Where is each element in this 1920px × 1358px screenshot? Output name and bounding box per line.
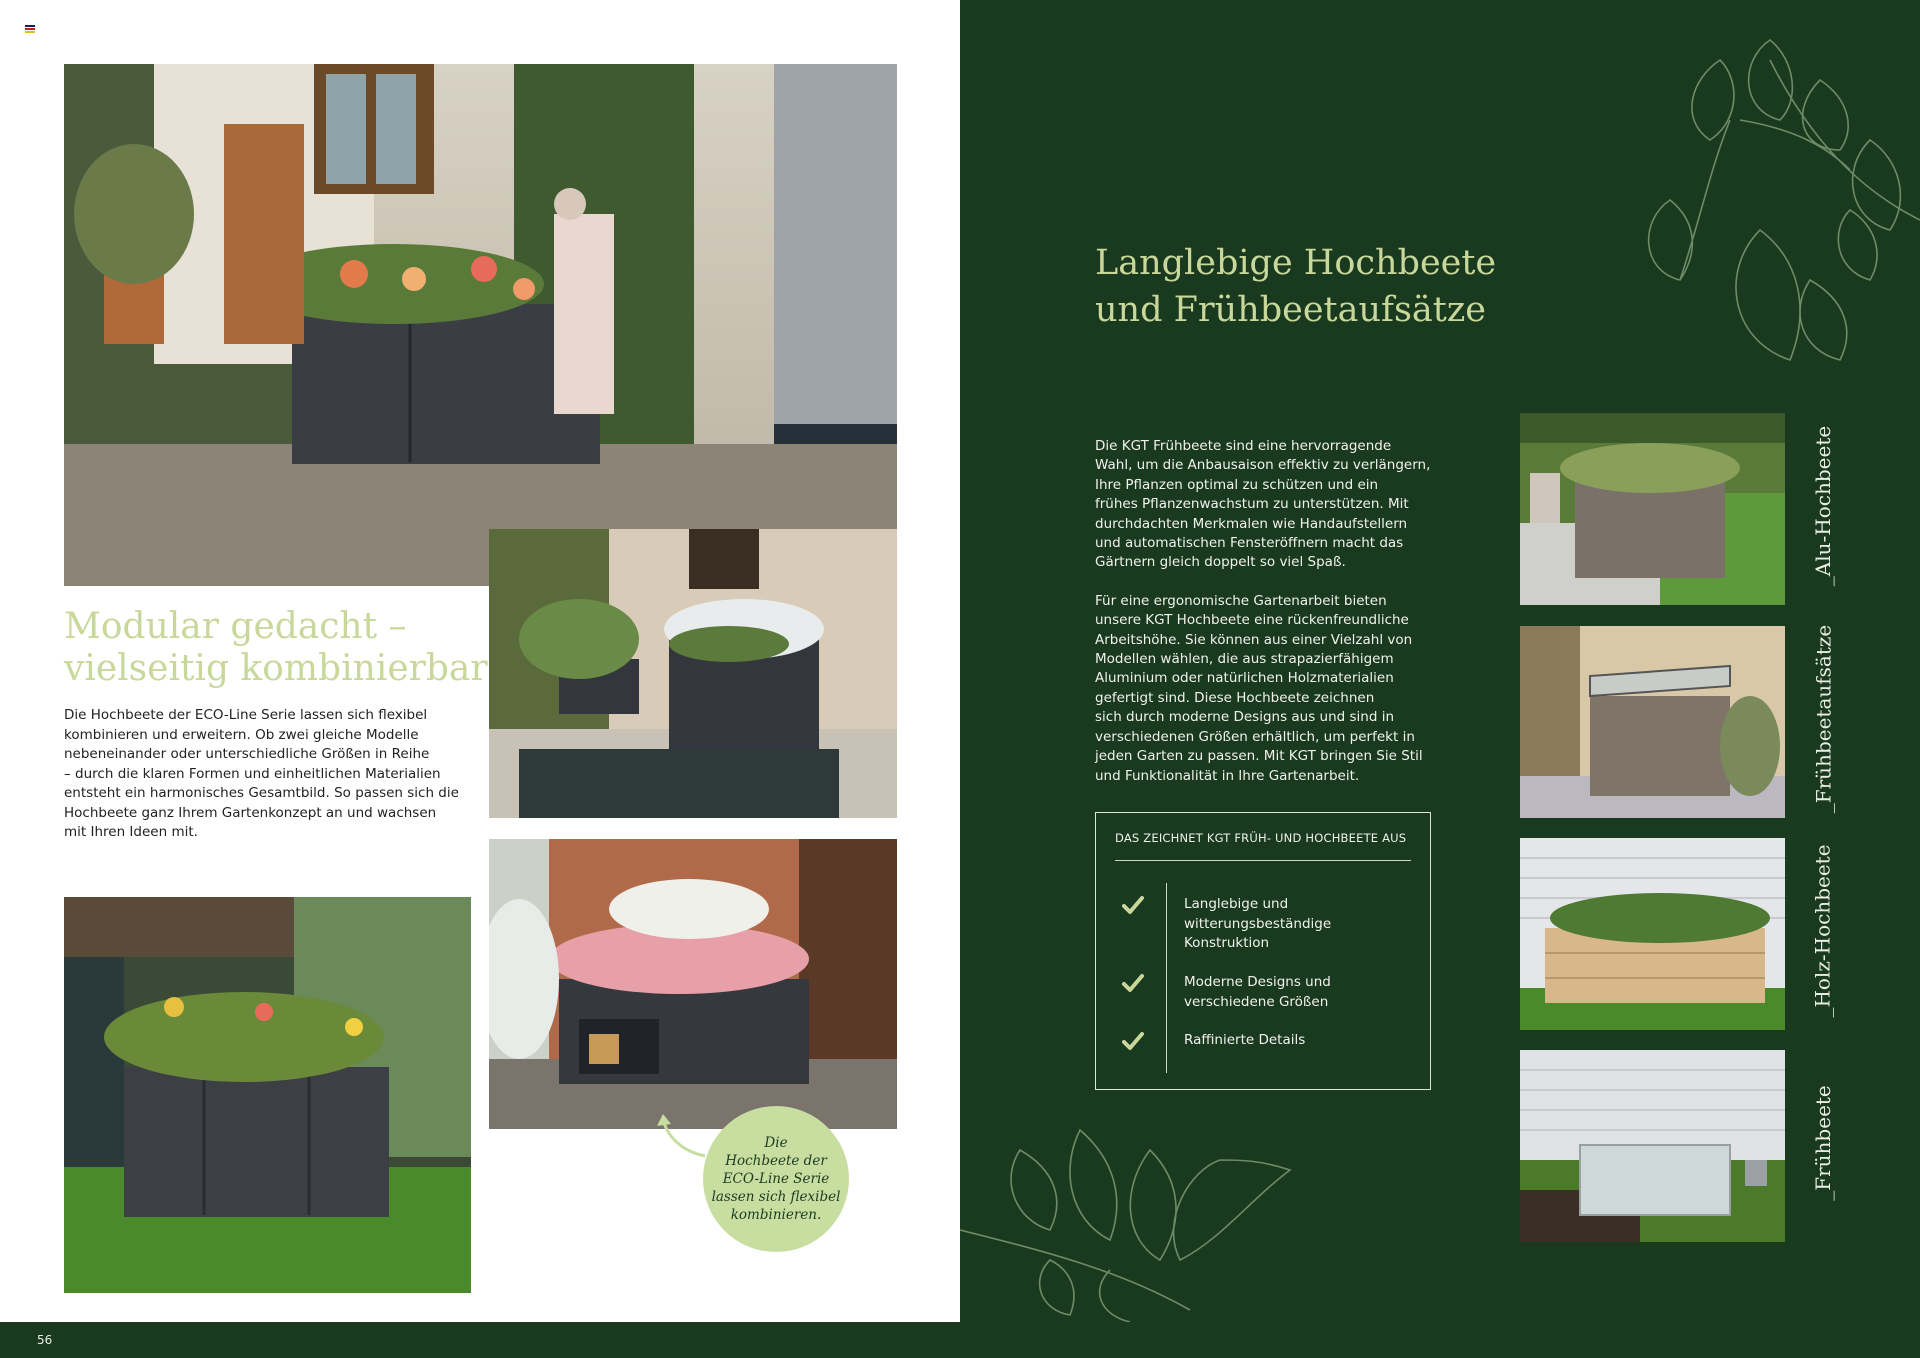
bubble-line: kombinieren. — [730, 1207, 822, 1223]
body-line: jeden Garten zu passen. Mit KGT bringen Sie Stil — [1095, 748, 1423, 765]
feature-line: Konstruktion — [1184, 935, 1270, 951]
thumbnail-fruehbeetaufsatz — [1520, 626, 1785, 818]
body-line: Die KGT Frühbeete sind eine hervorragende — [1095, 438, 1392, 454]
check-icon — [1122, 1031, 1144, 1051]
feature-line: verschiedene Größen — [1184, 993, 1329, 1010]
feature-line: Moderne Designs und — [1184, 974, 1331, 990]
side-label-text: _Holz-Hochbeete — [1811, 844, 1835, 1018]
side-label-text: _Alu-Hochbeete — [1811, 425, 1836, 587]
feature-line: witterungsbeständige — [1184, 915, 1332, 932]
left-heading-line: Modular gedacht – — [64, 606, 407, 647]
body-line: sich durch moderne Designs aus und sind in — [1095, 709, 1395, 726]
body-line: Hochbeete ganz Ihrem Gartenkonzept an und wachsen — [64, 804, 437, 821]
body-line: gefertigt sind. Diese Hochbeete zeichnen — [1095, 689, 1375, 706]
footer-bar — [0, 1322, 1920, 1358]
body-line: Gärtnern gleich doppelt so viel Spaß. — [1095, 554, 1346, 571]
side-label-holz-hochbeete — [1808, 835, 1838, 1027]
body-line: und automatischen Fensteröffnern macht das — [1095, 535, 1404, 552]
photo-planter-lawn — [64, 897, 471, 1293]
body-line: Ihre Pflanzen optimal zu schützen und ein — [1095, 476, 1379, 493]
body-line: frühes Pflanzenwachstum zu unterstützen. Mit — [1095, 496, 1409, 513]
body-line: Arbeitshöhe. Sie können aus einer Vielzahl von — [1095, 631, 1413, 648]
right-heading-line: und Frühbeetaufsätze — [1095, 290, 1487, 330]
body-line: durchdachten Merkmalen wie Handaufstellern — [1095, 515, 1408, 532]
left-heading — [64, 606, 488, 690]
body-line: entsteht ein harmonisches Gesamtbild. So passen sich die — [64, 785, 459, 801]
bubble-line: Hochbeete der — [725, 1153, 827, 1169]
paragraph-2 — [1095, 592, 1435, 786]
feature-box-title: DAS ZEICHNET KGT FRÜH- UND HOCHBEETE AUS — [1115, 831, 1407, 845]
photo-planter-white-flowers — [489, 529, 897, 818]
body-line: Die Hochbeete der ECO-Line Serie lassen sich flexibel — [64, 707, 428, 723]
flag-icon — [25, 25, 35, 33]
bubble-line: Die — [764, 1135, 788, 1151]
body-line: Aluminium oder natürlichen Holzmaterialien — [1095, 670, 1394, 687]
bubble-line: ECO-Line Serie — [722, 1171, 830, 1187]
right-heading-line: Langlebige Hochbeete — [1095, 243, 1497, 283]
feature-line: Raffinierte Details — [1184, 1032, 1306, 1048]
side-label-text: _Frühbeetaufsätze — [1811, 624, 1836, 814]
side-label-fruehbeetaufsaetze — [1808, 623, 1838, 815]
body-line: – durch die klaren Formen und einheitlichen Materialien — [64, 765, 441, 782]
body-line: und Funktionalität in Ihre Gartenarbeit. — [1095, 767, 1360, 784]
body-line: Für eine ergonomische Gartenarbeit bieten — [1095, 592, 1387, 609]
body-line: mit Ihren Ideen mit. — [64, 824, 198, 840]
right-heading — [1095, 240, 1575, 334]
feature-box — [1095, 812, 1431, 1090]
photo-woman-gardening — [64, 64, 897, 586]
feature-line: Langlebige und — [1184, 896, 1289, 912]
leaf-decoration-top-icon — [1610, 20, 1920, 380]
page-number: 56 — [37, 1333, 53, 1347]
divider — [1166, 883, 1167, 1073]
left-body-text — [64, 706, 464, 843]
body-line: verschiedenen Größen erhältlich, um perfekt in — [1095, 728, 1415, 745]
check-icon — [1122, 973, 1144, 993]
body-line: nebeneinander oder unterschiedliche Größen in Reihe — [64, 746, 430, 762]
right-page — [960, 0, 1920, 1322]
check-icon — [1122, 895, 1144, 915]
bubble-line: lassen sich flexibel — [711, 1189, 841, 1205]
body-line: Modellen wählen, die aus strapazierfähigem — [1095, 651, 1394, 668]
thumbnail-alu-hochbeet — [1520, 413, 1785, 605]
body-line: Wahl, um die Anbausaison effektiv zu verlängern, — [1095, 457, 1431, 474]
paragraph-1 — [1095, 437, 1435, 573]
arrow-icon — [655, 1112, 715, 1160]
leaf-decoration-bottom-icon — [960, 1110, 1340, 1322]
right-body-text — [1095, 437, 1435, 786]
photo-planter-storage — [489, 839, 897, 1129]
left-heading-line: vielseitig kombinierbar — [64, 648, 488, 689]
body-line: kombinieren und erweitern. Ob zwei gleiche Modelle — [64, 726, 419, 743]
left-page — [0, 0, 960, 1322]
side-label-alu-hochbeete — [1808, 410, 1838, 602]
divider — [1115, 860, 1411, 861]
side-label-text: _Frühbeete — [1811, 1085, 1836, 1201]
callout-bubble — [703, 1106, 849, 1252]
thumbnail-holz-hochbeet — [1520, 838, 1785, 1030]
body-line: unsere KGT Hochbeete eine rückenfreundliche — [1095, 612, 1409, 629]
thumbnail-fruehbeet — [1520, 1050, 1785, 1242]
side-label-fruehbeete — [1808, 1047, 1838, 1239]
